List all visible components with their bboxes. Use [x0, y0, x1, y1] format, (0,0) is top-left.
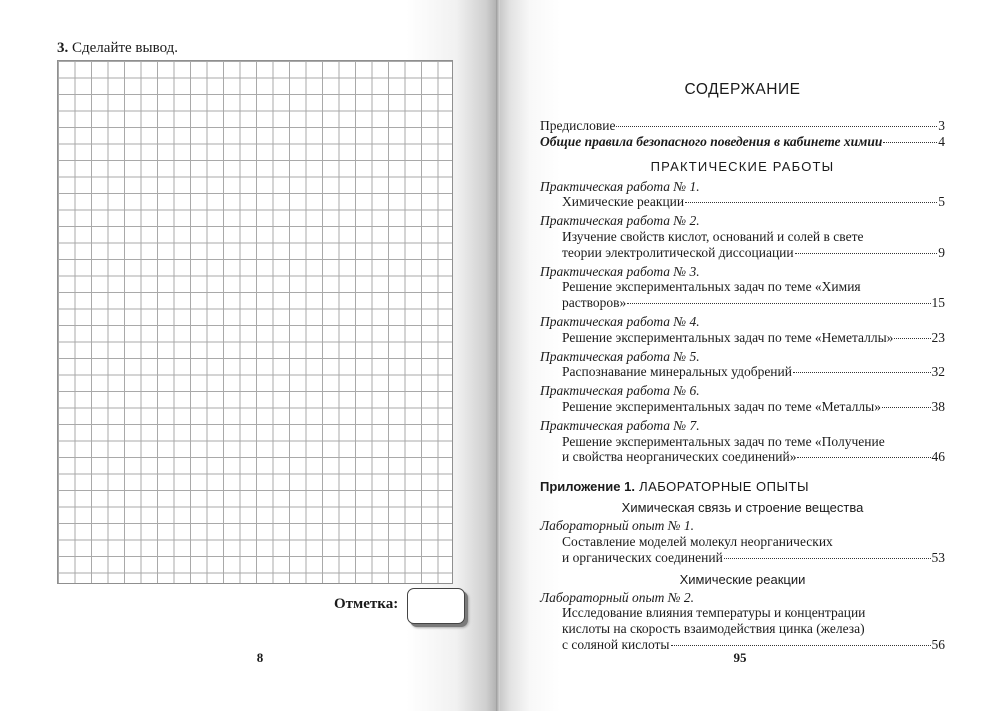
leader-dots [894, 337, 930, 339]
entry-label: Лабораторный опыт № 2. [540, 589, 694, 605]
entry-label: Лабораторный опыт № 1. [540, 518, 694, 534]
toc-entry-practical-5 [540, 349, 945, 381]
left-page [0, 0, 496, 711]
entry-line [540, 364, 945, 380]
entry-label: Практическая работа № 7. [540, 417, 700, 433]
entry-line [540, 399, 945, 415]
appendix-subsection-title: Химические реакции [679, 571, 806, 587]
leader-dots [724, 557, 931, 559]
appendix-prefix: Приложение 1. [540, 479, 635, 495]
toc-entry-lab-1 [540, 518, 945, 565]
appendix-heading [540, 479, 945, 494]
toc-entry-lab-2 [540, 590, 945, 653]
entry-text: Решение экспериментальных задач по теме «Неметаллы» [562, 329, 894, 345]
entry-text: и свойства неорганических соединений» [562, 449, 797, 465]
entry-line [540, 245, 945, 261]
appendix-title: ЛАБОРАТОРНЫЕ ОПЫТЫ [639, 479, 809, 495]
toc-entry-text: Общие правила безопасного поведения в кабинете химии [540, 133, 883, 149]
entry-label: Практическая работа № 1. [540, 178, 700, 194]
leader-dots [685, 201, 937, 203]
entry-text: и органических соединений [562, 549, 723, 565]
entry-line [540, 295, 945, 311]
toc-page-number: 5 [938, 194, 945, 210]
leader-dots [883, 141, 937, 143]
page-number-right: 95 [733, 650, 747, 665]
toc-page-number: 3 [938, 118, 945, 133]
leader-dots [882, 406, 931, 408]
practical-works-heading: ПРАКТИЧЕСКИЕ РАБОТЫ [650, 158, 835, 174]
table-of-contents [540, 118, 945, 653]
entry-text: Решение экспериментальных задач по теме «Получение [562, 433, 885, 449]
entry-label: Практическая работа № 4. [540, 313, 700, 329]
page-number-left: 8 [256, 650, 264, 665]
toc-page-number: 46 [931, 449, 945, 465]
toc-page-number: 53 [931, 549, 945, 565]
leader-dots [671, 644, 931, 646]
leader-dots [627, 302, 930, 304]
toc-entry-practical-4 [540, 314, 945, 346]
entry-text: Исследование влияния температуры и концентрации [562, 605, 866, 621]
task-text: Сделайте вывод. [72, 40, 179, 56]
entry-label: Практическая работа № 6. [540, 383, 700, 399]
appendix-subsection-title: Химическая связь и строение вещества [621, 500, 864, 516]
leader-dots [793, 371, 931, 373]
leader-dots [795, 252, 938, 254]
entry-text: Распознавание минеральных удобрений [562, 364, 792, 380]
leader-dots [797, 456, 930, 458]
toc-page-number: 4 [938, 133, 945, 149]
toc-page-number: 32 [931, 364, 945, 380]
entry-text: Составление моделей молекул неорганических [562, 533, 833, 549]
toc-entry-safety-rules [540, 134, 945, 150]
toc-page-number: 23 [931, 329, 945, 345]
entry-text: Химические реакции [562, 194, 685, 210]
mark-label: Отметка: [334, 596, 399, 612]
entry-text: растворов» [562, 295, 627, 311]
toc-page-number: 56 [931, 636, 945, 652]
entry-text: Решение экспериментальных задач по теме «Металлы» [562, 398, 881, 414]
entry-label: Практическая работа № 2. [540, 213, 700, 229]
entry-line [540, 449, 945, 465]
mark-box [407, 588, 465, 624]
toc-entry-text: Предисловие [540, 118, 616, 133]
answer-grid [57, 60, 453, 584]
entry-text: с соляной кислоты [562, 636, 670, 652]
entry-text: теории электролитической диссоциации [562, 244, 794, 260]
entry-label: Практическая работа № 3. [540, 263, 700, 279]
task-number: 3. [57, 40, 69, 56]
entry-text: Изучение свойств кислот, оснований и солей в свете [562, 228, 864, 244]
toc-entry-practical-1 [540, 179, 945, 211]
toc-entry-preface [540, 118, 945, 134]
toc-entry-practical-3 [540, 264, 945, 311]
toc-entry-practical-7 [540, 418, 945, 465]
leader-dots [616, 125, 937, 127]
entry-text: кислоты на скорость взаимодействия цинка (железа) [562, 621, 865, 637]
entry-line [540, 330, 945, 346]
toc-title: СОДЕРЖАНИЕ [684, 81, 801, 98]
toc-page-number: 38 [931, 398, 945, 414]
entry-label: Практическая работа № 5. [540, 348, 700, 364]
toc-entry-practical-6 [540, 383, 945, 415]
task-heading [57, 40, 178, 57]
toc-page-number: 9 [938, 244, 945, 260]
entry-line [540, 550, 945, 566]
entry-text: Решение экспериментальных задач по теме «Химия [562, 279, 861, 295]
entry-line [540, 194, 945, 210]
toc-page-number: 15 [931, 295, 945, 311]
toc-entry-practical-2 [540, 213, 945, 260]
